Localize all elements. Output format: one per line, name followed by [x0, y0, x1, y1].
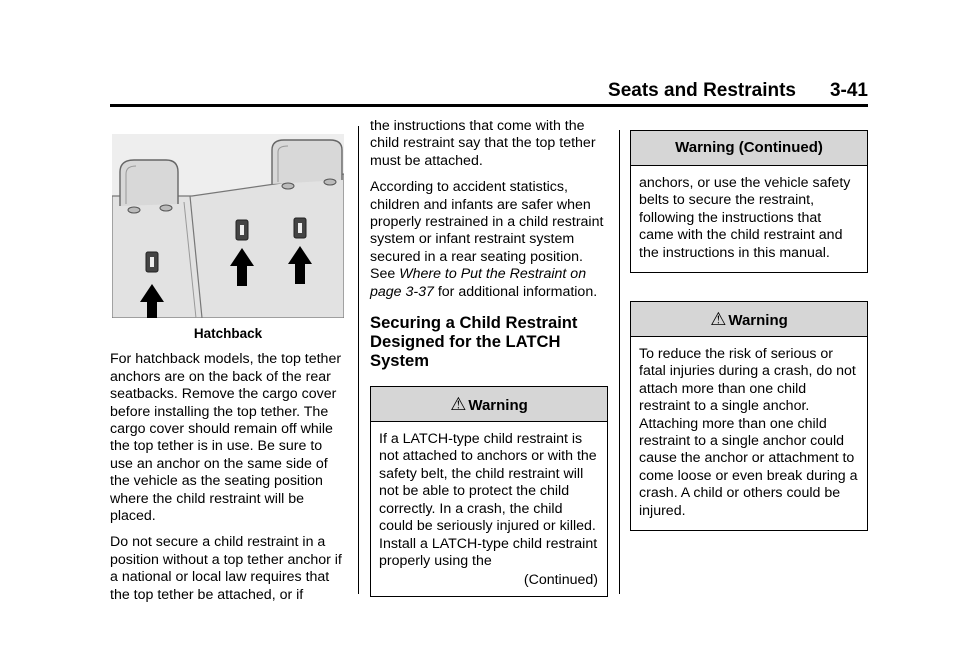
- warning-title-2: Warning: [728, 312, 788, 330]
- paragraph-text: According to accident statistics, children and infants are safer when properly restrained in a child restraint system or infant restraint system secured in a rear seating position. See: [370, 179, 604, 283]
- warning-text: If a LATCH-type child restraint is not attached to anchors or with the safety belt, the child restraint will not be able to protect the child correctly. In a crash, the child could be seriously injured or killed. Install a LATCH-type child restraint properly using the: [379, 431, 598, 569]
- warning-header: [371, 387, 607, 422]
- warning-triangle-icon: ⚠: [450, 394, 467, 415]
- paragraph: Do not secure a child restraint in a position without a top tether anchor if a national or local law requires that the top tether be attached, or if: [110, 534, 342, 603]
- warning-triangle-icon: ⚠: [710, 309, 727, 330]
- warning-header-2: [631, 302, 867, 337]
- header-rule: [110, 104, 868, 107]
- column-divider-1: [358, 126, 359, 594]
- column-2: [370, 118, 608, 597]
- paragraph: [370, 179, 608, 301]
- paragraph-text: for additional information.: [433, 283, 598, 300]
- hatchback-seatback-illustration: [112, 134, 344, 318]
- cross-reference-link[interactable]: Where to Put the Restraint on page 3-37: [370, 266, 587, 300]
- warning-continued-header: Warning (Continued): [631, 131, 867, 166]
- paragraph: For hatchback models, the top tether anchors are on the back of the rear seatbacks. Remove the cargo cover before installing the top tether. The cargo cover should remain off while the top tether is in use. Be sure to use an anchor on the same side of the vehicle as the seating position where the child restraint will be placed.: [110, 351, 342, 525]
- column-3: [630, 130, 868, 531]
- warning-body: [371, 422, 607, 596]
- warning-box-2: [630, 301, 868, 531]
- paragraph: the instructions that come with the child restraint say that the top tether must be attached.: [370, 118, 596, 169]
- continued-label: (Continued): [523, 572, 598, 589]
- warning-continued-body: anchors, or use the vehicle safety belts to secure the restraint, following the instructions that came with the child restraint and the instructions in this manual.: [639, 175, 851, 261]
- warning-body-2: To reduce the risk of serious or fatal injuries during a crash, do not attach more than one child restraint to a single anchor. Attaching more than one child restraint to a single anchor could cause the anchor or attachment to come loose or even break during a crash. A child or others could be injured.: [639, 346, 858, 519]
- figure-caption: Hatchback: [193, 326, 263, 341]
- warning-box: [370, 386, 608, 597]
- warning-continued-box: [630, 130, 868, 273]
- warning-title: Warning: [468, 397, 528, 415]
- page-number: 3-41: [829, 80, 868, 101]
- column-divider-2: [619, 130, 620, 594]
- column-1: [110, 118, 346, 613]
- section-title: Seats and Restraints: [608, 80, 796, 101]
- section-subheading: Securing a Child Restraint Designed for the LATCH System: [370, 313, 578, 371]
